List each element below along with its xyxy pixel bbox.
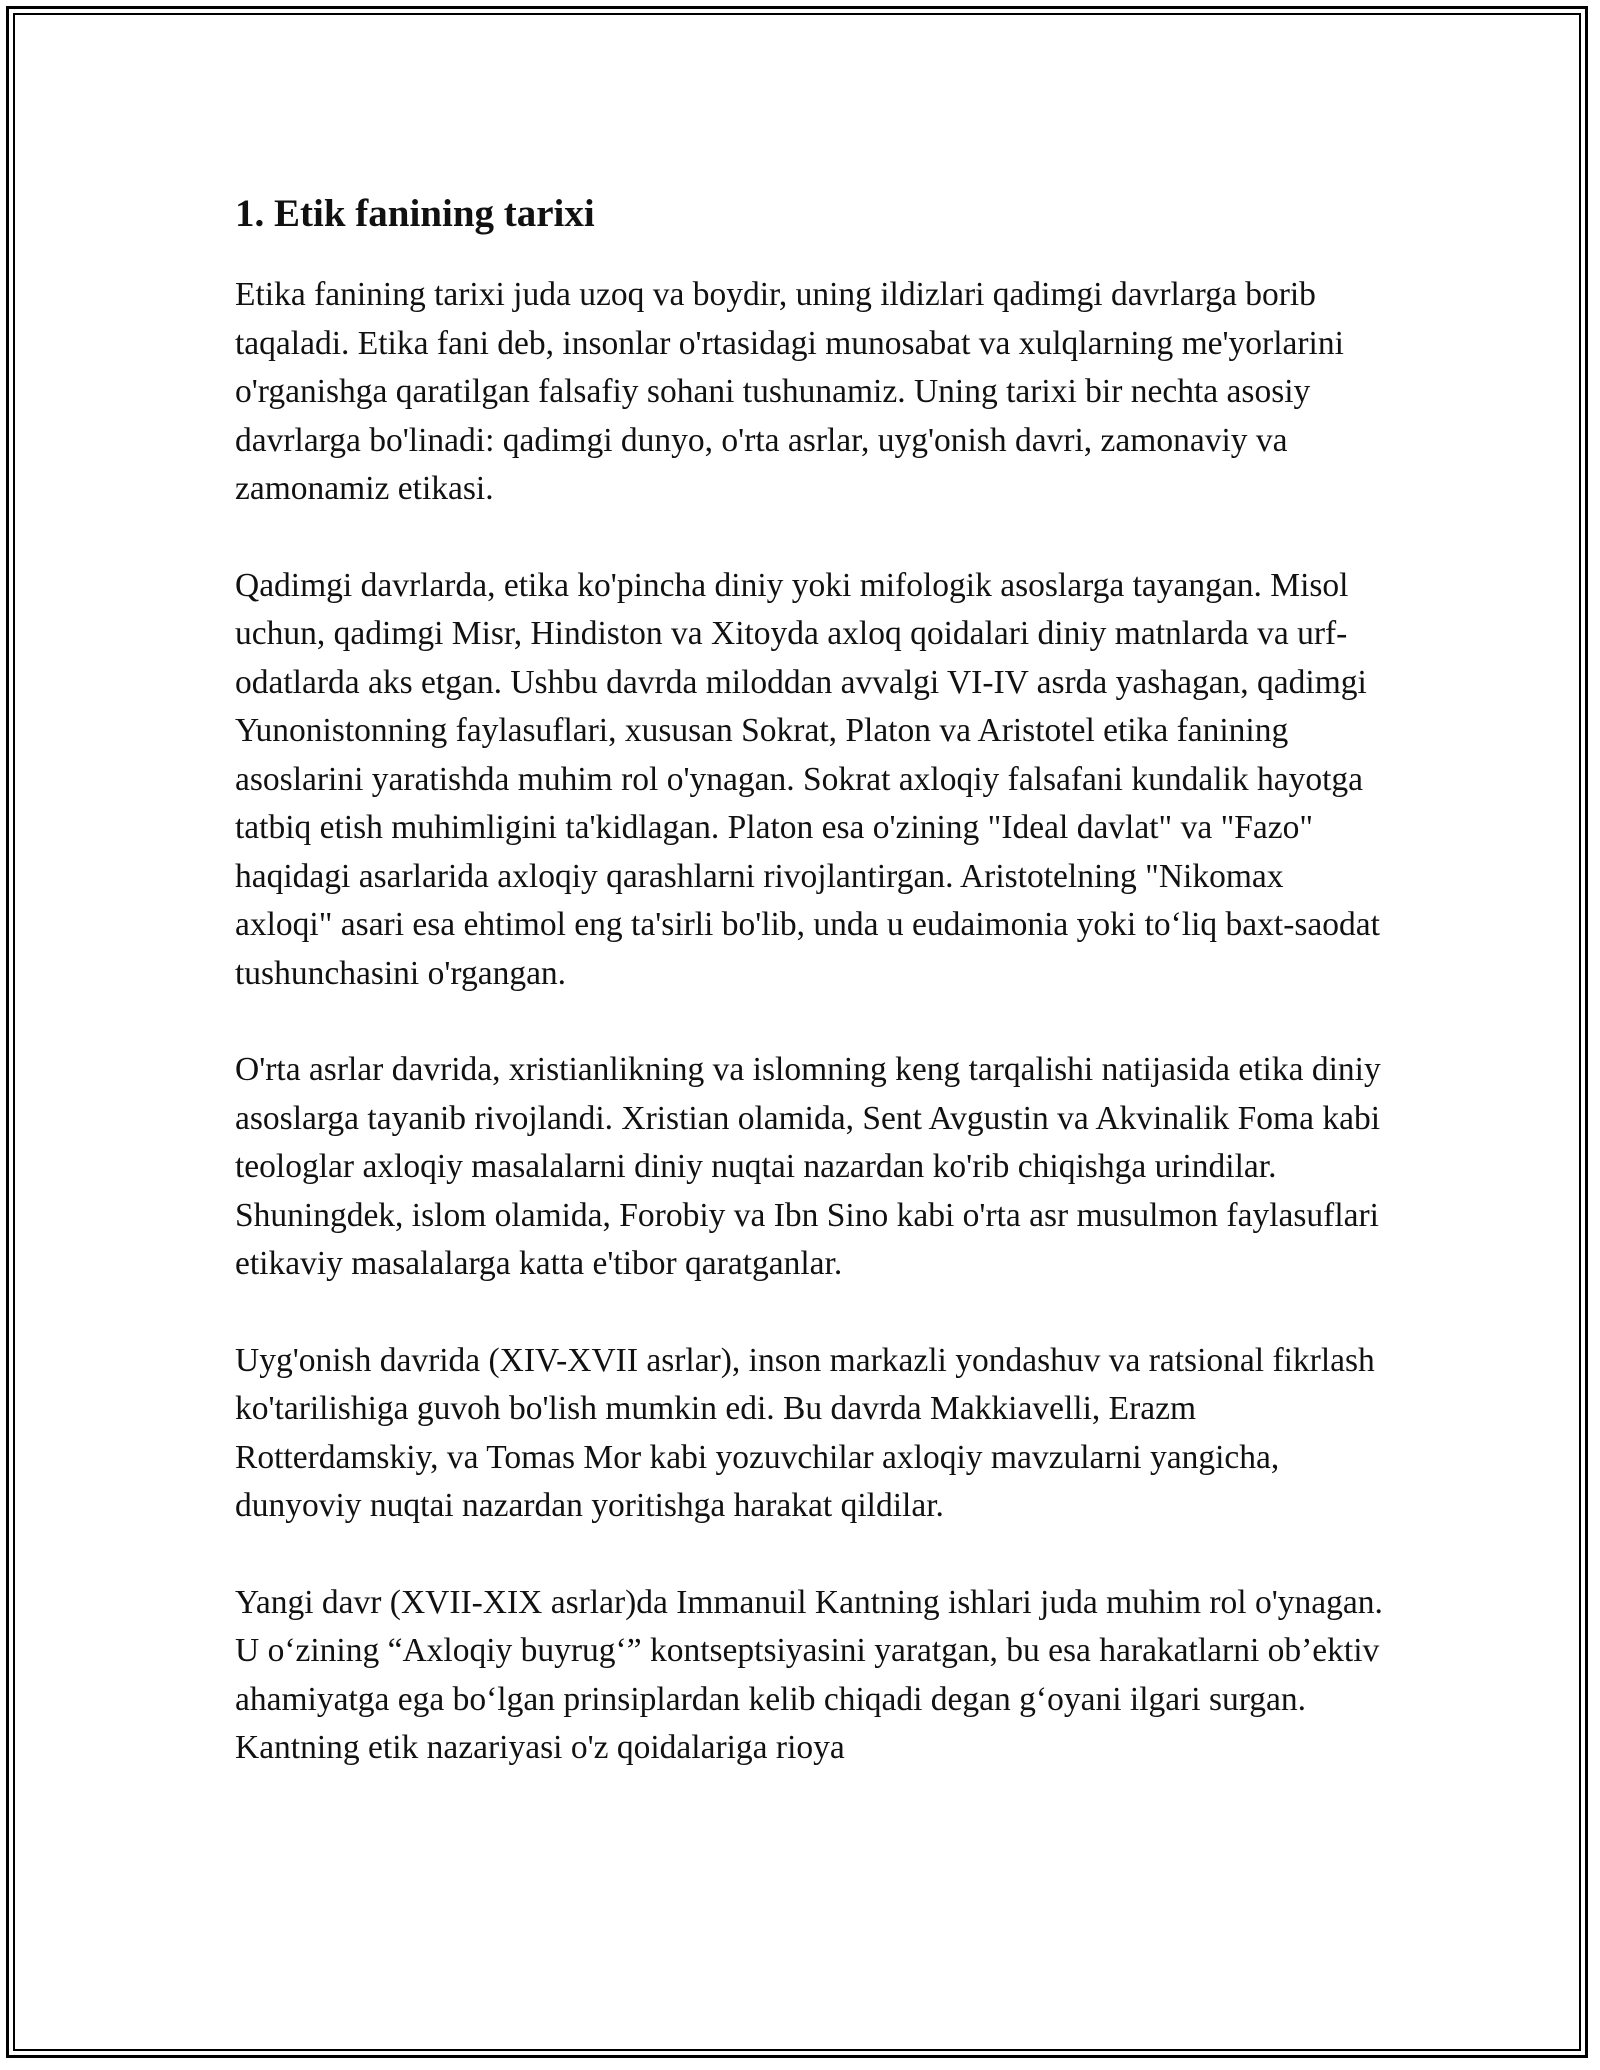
paragraph-modern-period: Yangi davr (XVII-XIX asrlar)da Immanuil Kantning ishlari juda muhim rol o'ynagan. U o‘zining “Axloqiy buyrug‘” kontseptsiyasini yaratgan, bu esa harakatlarni ob’ektiv ahamiyatga ega bo‘lgan prinsiplardan kelib chiqadi degan g‘oyani ilgari surgan. Kantning etik nazariyasi o'z qoidalariga rioya — [235, 1583, 1383, 1766]
paragraph-introduction: Etika fanining tarixi juda uzoq va boydir, uning ildizlari qadimgi davrlarga borib taqaladi. Etika fani deb, insonlar o'rtasidagi munosabat va xulqlarning me'yorlarini o'rganishga qaratilgan falsafiy sohani tushunamiz. Uning tarixi bir nechta asosiy davrlarga bo'linadi: qadimgi dunyo, o'rta asrlar, uyg'onish davri, zamonaviy va zamonamiz etikasi. — [235, 276, 1344, 507]
document-body — [235, 185, 1385, 1821]
paragraph-renaissance: Uyg'onish davrida (XIV-XVII asrlar), inson markazli yondashuv va ratsional fikrlash ko'tarilishiga guvoh bo'lish mumkin edi. Bu davrda Makkiavelli, Erazm Rotterdamskiy, va Tomas Mor kabi yozuvchilar axloqiy mavzularni yangicha, dunyoviy nuqtai nazardan yoritishga harakat qildilar. — [235, 1341, 1375, 1524]
paragraph-ancient-period: Qadimgi davrlarda, etika ko'pincha diniy yoki mifologik asoslarga tayangan. Misol uchun, qadimgi Misr, Hindiston va Xitoyda axloq qoidalari diniy matnlarda va urf-odatlarda aks etgan. Ushbu davrda miloddan avvalgi VI-IV asrda yashagan, qadimgi Yunonistonning faylasuflari, xususan Sokrat, Platon va Aristotel etika fanining asoslarini yaratishda muhim rol o'ynagan. Sokrat axloqiy falsafani kundalik hayotga tatbiq etish muhimligini ta'kidlagan. Platon esa o'zining "Ideal davlat" va "Fazo" haqidagi asarlarida axloqiy qarashlarni rivojlantirgan. Aristotelning "Nikomax axloqi" asari esa ehtimol eng ta'sirli bo'lib, unda u eudaimonia yoki to‘liq baxt-saodat tushunchasini o'rgangan. — [235, 566, 1380, 992]
paragraph-middle-ages: O'rta asrlar davrida, xristianlikning va islomning keng tarqalishi natijasida etika diniy asoslarga tayanib rivojlandi. Xristian olamida, Sent Avgustin va Akvinalik Foma kabi teologlar axloqiy masalalarni diniy nuqtai nazardan ko'rib chiqishga urindilar. Shuningdek, islom olamida, Forobiy va Ibn Sino kabi o'rta asr musulmon faylasuflari etikaviy masalalarga katta e'tibor qaratganlar. — [235, 1051, 1381, 1282]
section-heading: 1. Etik fanining tarixi — [235, 192, 595, 235]
